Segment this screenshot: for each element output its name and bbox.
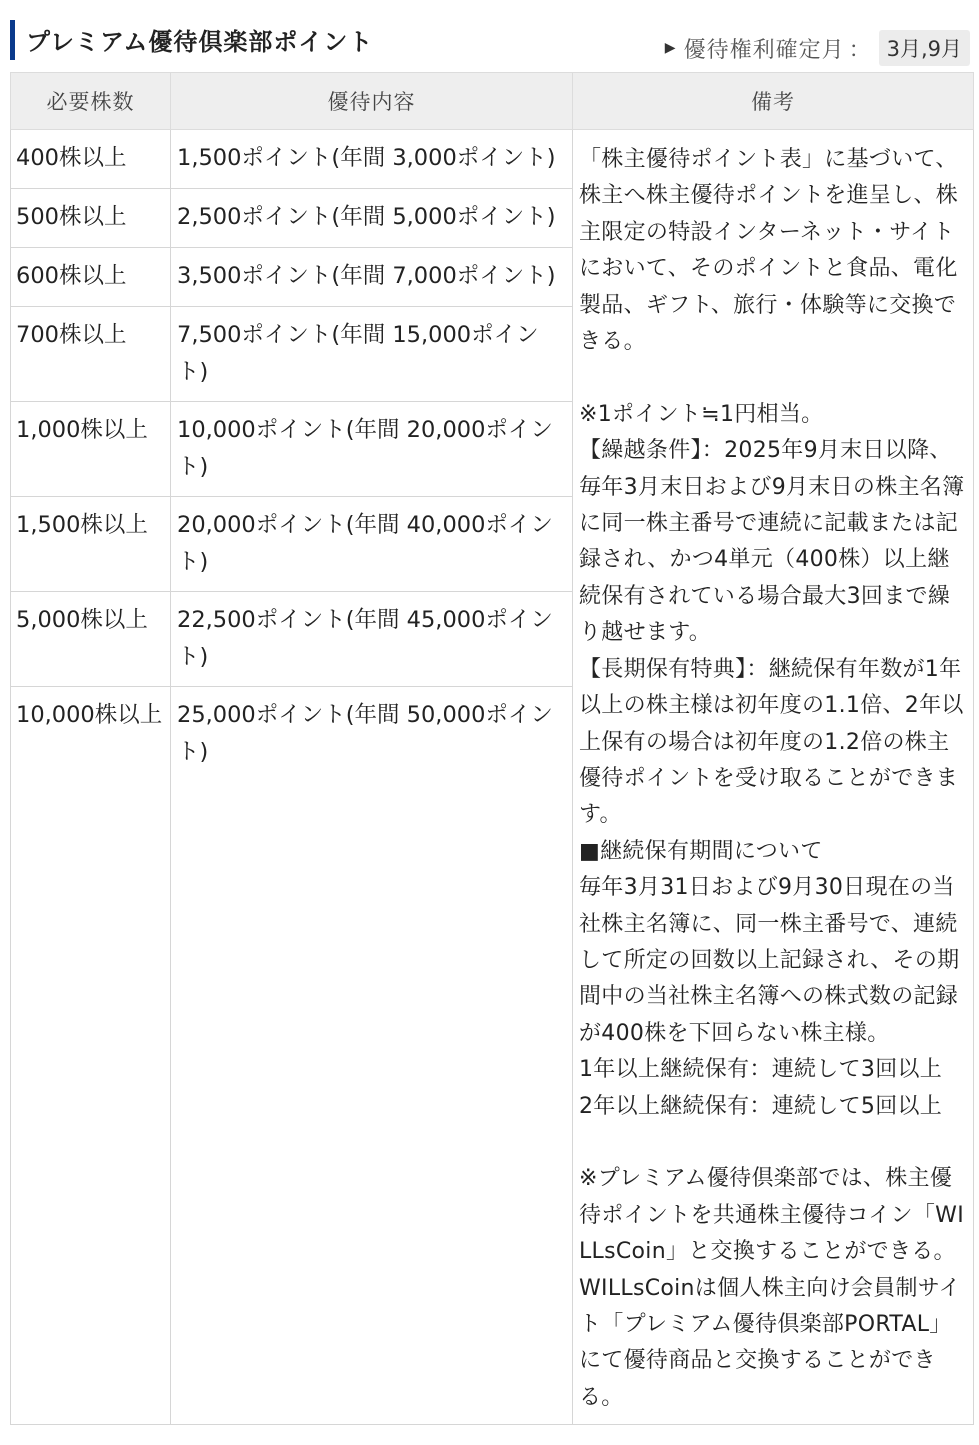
confirm-month-value: 3月,9月 <box>879 30 970 66</box>
section-title: プレミアム優待倶楽部ポイント <box>26 28 374 56</box>
shares-cell: 700株以上 <box>11 307 171 402</box>
benefit-cell: 22,500ポイント(年間 45,000ポイント) <box>171 592 573 687</box>
benefit-cell: 2,500ポイント(年間 5,000ポイント) <box>171 189 573 248</box>
section-header <box>10 14 974 72</box>
shares-cell: 500株以上 <box>11 189 171 248</box>
benefit-cell: 3,500ポイント(年間 7,000ポイント) <box>171 248 573 307</box>
notes-cell: 「株主優待ポイント表」に基づいて、株主へ株主優待ポイントを進呈し、株主限定の特設インターネット・サイトにおいて、そのポイントと食品、電化製品、ギフト、旅行・体験等に交換できる。 ※1ポイント≒1円相当。 【繰越条件】：2025年9月末日以降、毎年3月末日および9月末日の株主名簿に同一株主番号で連続に記載または記録され、かつ4単元（400株）以上継続保有されている場合最大3回まで繰り越せます。 【長期保有特典】：継続保有年数が1年以上の株主様は初年度の1.1倍、2年以上保有の場合は初年度の1.2倍の株主優待ポイントを受け取ることができます。 ■継続保有期間について 毎年3月31日および9月30日現在の当社株主名簿に、同一株主番号で、連続して所定の回数以上記録され、その期間中の当社株主名簿への株式数の記録が400株を下回らない株主様。 1年以上継続保有：連続して3回以上 2年以上継続保有：連続して5回以上 ※プレミアム優待倶楽部では、株主優待ポイントを共通株主優待コイン「WILLsCoin」と交換することができる。WILLsCoinは個人株主向け会員制サイト「プレミアム優待倶楽部PORTAL」にて優待商品と交換することができる。 <box>573 130 974 1425</box>
title-accent-bar <box>10 20 15 60</box>
shares-cell: 1,500株以上 <box>11 497 171 592</box>
shares-cell: 600株以上 <box>11 248 171 307</box>
column-header-notes: 備考 <box>573 73 974 130</box>
benefit-cell: 10,000ポイント(年間 20,000ポイント) <box>171 402 573 497</box>
confirm-month-info <box>665 30 970 66</box>
benefit-cell: 25,000ポイント(年間 50,000ポイント) <box>171 687 573 1425</box>
benefit-cell: 20,000ポイント(年間 40,000ポイント) <box>171 497 573 592</box>
confirm-month-separator: ： <box>848 37 871 63</box>
shares-cell: 1,000株以上 <box>11 402 171 497</box>
shares-cell: 5,000株以上 <box>11 592 171 687</box>
table-header-row <box>11 73 974 130</box>
table-row <box>11 130 974 189</box>
column-header-shares: 必要株数 <box>11 73 171 130</box>
benefit-table <box>10 72 974 1425</box>
shares-cell: 400株以上 <box>11 130 171 189</box>
shares-cell: 10,000株以上 <box>11 687 171 1425</box>
confirm-month-label: 優待権利確定月 <box>683 37 845 63</box>
triangle-right-icon: ▶ <box>664 40 676 56</box>
benefit-cell: 1,500ポイント(年間 3,000ポイント) <box>171 130 573 189</box>
benefit-cell: 7,500ポイント(年間 15,000ポイント) <box>171 307 573 402</box>
column-header-benefit: 優待内容 <box>171 73 573 130</box>
